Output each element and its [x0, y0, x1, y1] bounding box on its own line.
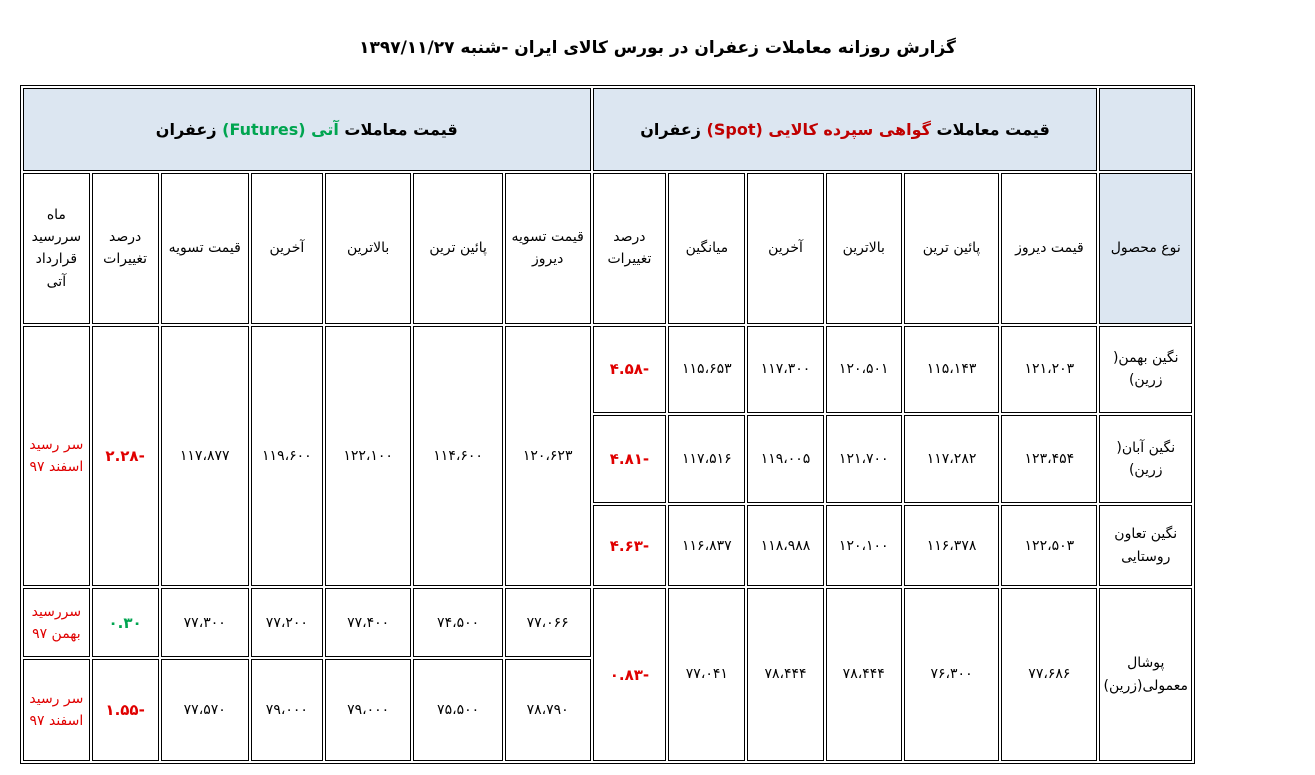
fut-settle-yesterday-value: ۱۲۰،۶۲۳ — [505, 326, 591, 587]
fut-last-value: ۱۱۹،۶۰۰ — [251, 326, 323, 587]
fut-maturity-value: سر رسید اسفند ۹۷ — [23, 326, 90, 587]
futures-header-text-1: قیمت معاملات — [338, 119, 458, 139]
spot-header-text-2: گواهی سپرده کالایی — [768, 119, 931, 139]
col-header-fut-settle-yesterday: قیمت تسویه دیروز — [505, 173, 591, 323]
col-header-spot-high: بالاترین — [826, 173, 902, 323]
col-header-fut-maturity: ماه سررسید قرارداد آتی — [23, 173, 90, 323]
spot-change-value: -۴.۵۸ — [593, 326, 667, 413]
fut-maturity-value: سررسید بهمن ۹۷ — [23, 588, 90, 657]
spot-low-value: ۱۱۵،۱۴۳ — [904, 326, 999, 413]
col-header-spot-change: درصد تغییرات — [593, 173, 667, 323]
spot-last-value: ۱۱۹،۰۰۵ — [747, 415, 823, 503]
fut-settle-value: ۷۷،۵۷۰ — [161, 659, 249, 761]
spot-yesterday-value: ۱۲۳،۴۵۴ — [1001, 415, 1097, 503]
col-header-fut-change: درصد تغییرات — [92, 173, 159, 323]
spot-high-value: ۱۲۰،۵۰۱ — [826, 326, 902, 413]
spot-avg-value: ۱۱۷،۵۱۶ — [668, 415, 745, 503]
spot-high-value: ۱۲۱،۷۰۰ — [826, 415, 902, 503]
spot-high-value: ۷۸،۴۴۴ — [826, 588, 902, 761]
fut-low-value: ۷۴،۵۰۰ — [413, 588, 502, 657]
product-name: نگین بهمن( زرین) — [1099, 326, 1192, 413]
futures-header-text-3: (Futures) — [216, 119, 312, 139]
spot-yesterday-value: ۱۲۲،۵۰۳ — [1001, 505, 1097, 586]
col-header-fut-settle: قیمت تسویه — [161, 173, 249, 323]
col-header-spot-yesterday: قیمت دیروز — [1001, 173, 1097, 323]
fut-last-value: ۷۷،۲۰۰ — [251, 588, 323, 657]
spot-change-value: -۰.۸۳ — [593, 588, 667, 761]
spot-header-text-1: قیمت معاملات — [930, 119, 1050, 139]
col-header-product-type: نوع محصول — [1099, 173, 1192, 323]
fut-change-value: -۱.۵۵ — [92, 659, 159, 761]
fut-low-value: ۱۱۴،۶۰۰ — [413, 326, 502, 587]
spot-section-header — [593, 88, 1098, 171]
spot-change-value: -۴.۶۳ — [593, 505, 667, 586]
spot-yesterday-value: ۱۲۱،۲۰۳ — [1001, 326, 1097, 413]
product-name: پوشال معمولی(زرین) — [1099, 588, 1192, 761]
spot-low-value: ۱۱۷،۲۸۲ — [904, 415, 999, 503]
spot-header-text-3: (Spot) — [700, 119, 769, 139]
spot-header-text-4: زعفران — [640, 119, 701, 139]
spot-high-value: ۱۲۰،۱۰۰ — [826, 505, 902, 586]
fut-last-value: ۷۹،۰۰۰ — [251, 659, 323, 761]
fut-change-value: ۰.۳۰ — [92, 588, 159, 657]
fut-change-value: -۲.۲۸ — [92, 326, 159, 587]
fut-settle-yesterday-value: ۷۷،۰۶۶ — [505, 588, 591, 657]
report-title: گزارش روزانه معاملات زعفران در بورس کالای ایران -شنبه ۱۳۹۷/۱۱/۲۷ — [359, 38, 956, 58]
spot-last-value: ۱۱۷،۳۰۰ — [747, 326, 823, 413]
spot-avg-value: ۱۱۶،۸۳۷ — [668, 505, 745, 586]
fut-low-value: ۷۵،۵۰۰ — [413, 659, 502, 761]
col-header-spot-low: پائین ترین — [904, 173, 999, 323]
spot-yesterday-value: ۷۷،۶۸۶ — [1001, 588, 1097, 761]
futures-header-text-4: زعفران — [155, 119, 217, 139]
spot-low-value: ۷۶،۳۰۰ — [904, 588, 999, 761]
spot-low-value: ۱۱۶،۳۷۸ — [904, 505, 999, 586]
futures-section-header — [23, 88, 591, 171]
spot-last-value: ۱۱۸،۹۸۸ — [747, 505, 823, 586]
fut-settle-yesterday-value: ۷۸،۷۹۰ — [505, 659, 591, 761]
header-blank-cell — [1099, 88, 1192, 171]
fut-settle-value: ۱۱۷،۸۷۷ — [161, 326, 249, 587]
spot-avg-value: ۷۷،۰۴۱ — [668, 588, 745, 761]
spot-avg-value: ۱۱۵،۶۵۳ — [668, 326, 745, 413]
saffron-price-table — [20, 85, 1195, 764]
futures-header-text-2: آتی — [311, 119, 339, 139]
fut-high-value: ۱۲۲،۱۰۰ — [325, 326, 412, 587]
fut-settle-value: ۷۷،۳۰۰ — [161, 588, 249, 657]
col-header-spot-avg: میانگین — [668, 173, 745, 323]
fut-high-value: ۷۷،۴۰۰ — [325, 588, 412, 657]
fut-maturity-value: سر رسید اسفند ۹۷ — [23, 659, 90, 761]
col-header-fut-high: بالاترین — [325, 173, 412, 323]
col-header-fut-last: آخرین — [251, 173, 323, 323]
col-header-fut-low: پائین ترین — [413, 173, 502, 323]
col-header-spot-last: آخرین — [747, 173, 823, 323]
product-name: نگین آبان( زرین) — [1099, 415, 1192, 503]
product-name: نگین تعاون روستایی — [1099, 505, 1192, 586]
spot-change-value: -۴.۸۱ — [593, 415, 667, 503]
fut-high-value: ۷۹،۰۰۰ — [325, 659, 412, 761]
spot-last-value: ۷۸،۴۴۴ — [747, 588, 823, 761]
